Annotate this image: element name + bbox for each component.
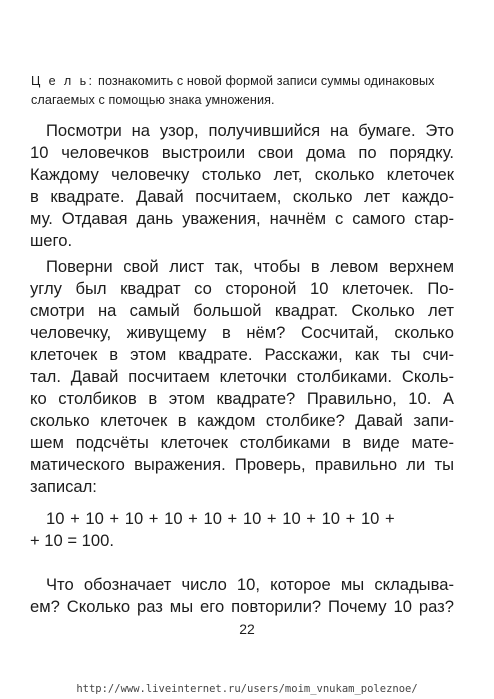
paragraph-2-line-8: сколько клеточек в каждом столбике? Давай запи- — [30, 411, 454, 430]
formula-line-1: 10 + 10 + 10 + 10 + 10 + 10 + 10 + 10 + 10 + — [46, 509, 395, 528]
goal-statement — [31, 72, 461, 110]
paragraph-1-line-6: шего. — [30, 231, 73, 250]
paragraph-2-line-9: шем подсчёты клеточек столбиками в виде мате- — [30, 433, 454, 452]
paragraph-1-line-4: в квадрате. Давай посчитаем, сколько лет каждо- — [30, 187, 454, 206]
paragraph-1-line-2: 10 человечков выстроили свои дома по порядку. — [30, 143, 454, 162]
paragraph-2-line-10: матического выражения. Проверь, правильно ли ты — [30, 455, 454, 474]
paragraph-2-line-5: клеточек в этом квадрате. Расскажи, как ты счи- — [30, 345, 454, 364]
paragraph-2-line-6: тал. Давай посчитаем клеточки столбиками. Сколь- — [30, 367, 454, 386]
paragraph-2-line-7: ко столбиков в этом квадрате? Правильно, 10. А — [30, 389, 454, 408]
paragraph-2-line-11: записал: — [30, 477, 97, 496]
paragraph-2-line-3: смотри на самый большой квадрат. Сколько лет — [30, 301, 454, 320]
goal-text: познакомить с новой формой записи суммы одинаковых слагаемых с помощью знака умножения. — [31, 74, 435, 107]
page-number: 22 — [239, 621, 255, 637]
paragraph-1-line-1: Посмотри на узор, получившийся на бумаге. Это — [46, 121, 454, 140]
paragraph-2-line-4: человечку, живущему в нём? Сосчитай, сколько — [30, 323, 454, 342]
paragraph-2-line-1: Поверни свой лист так, чтобы в левом верхнем — [46, 257, 454, 276]
questions-line-2: ем? Сколько раз мы его повторили? Почему 10 раз? — [30, 597, 454, 616]
paragraph-2-line-2: углу был квадрат со стороной 10 клеточек. По- — [30, 279, 454, 298]
watermark-url: http://www.liveinternet.ru/users/moim_vnukam_poleznoe/ — [76, 683, 418, 695]
paragraph-1-line-5: му. Отдавая дань уважения, начнём с самого стар- — [30, 209, 454, 228]
paragraph-1-line-3: Каждому человечку столько лет, сколько клеточек — [30, 165, 454, 184]
questions-line-1: Что обозначает число 10, которое мы складыва- — [46, 575, 454, 594]
formula-line-2: + 10 = 100. — [30, 531, 114, 550]
goal-label: Ц е л ь: — [31, 74, 95, 88]
